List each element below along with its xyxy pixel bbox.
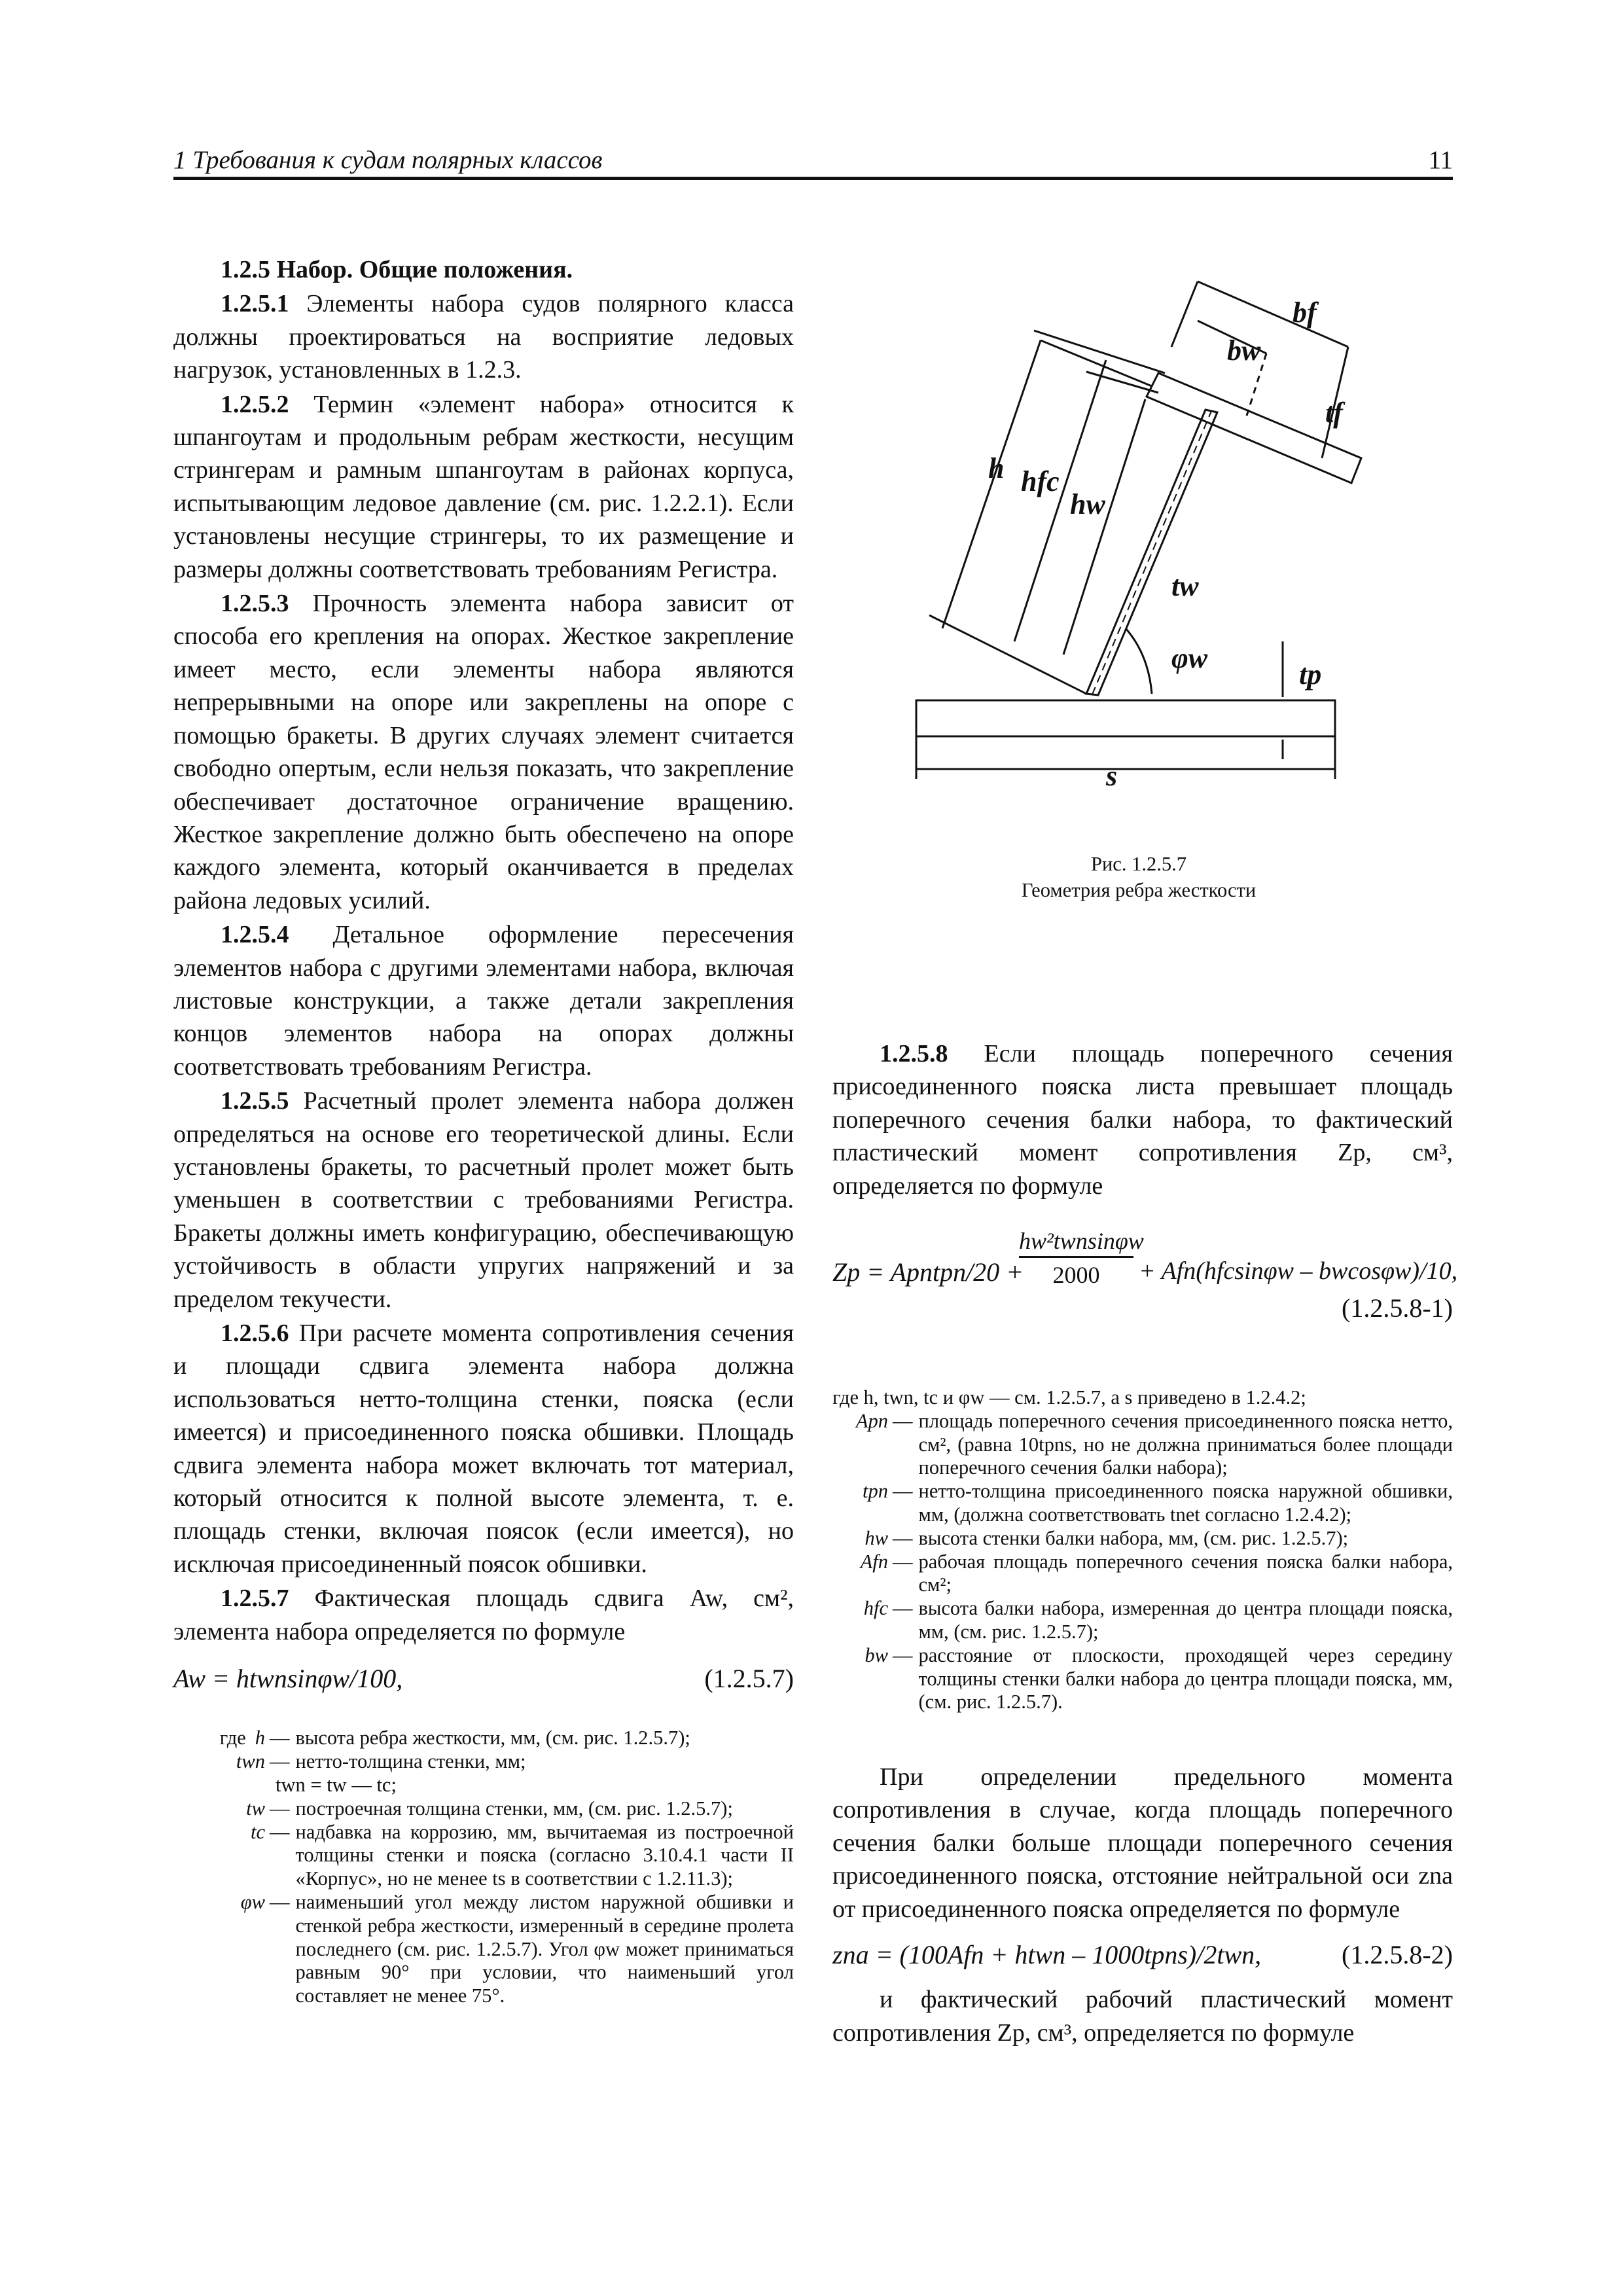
paragraph-text: Термин «элемент набора» относится к шпангоутам и продольным ребрам жесткости, несущим стрингерам и рамным шпангоутам в районах корпуса, испытывающим ледовое давление (см. рис. 1.2.2.1). Если установлены несущие стрингеры, то их размещение и размеры должны соответствовать требованиям Регистра.	[173, 390, 794, 583]
paragraph	[173, 1582, 794, 1648]
label-phiw: φw	[1171, 642, 1208, 674]
paragraph-text: Если площадь поперечного сечения присоединенного пояска листа превышает площадь поперечного сечения балки набора, то фактический пластический момент сопротивления Zp, см³, определяется по формуле	[832, 1040, 1453, 1200]
definition-item	[173, 1797, 794, 1821]
formula-number: (1.2.5.7)	[704, 1664, 794, 1694]
where-line: где h, twn, tc и φw — см. 1.2.5.7, а s приведено в 1.2.4.2;	[832, 1386, 1306, 1408]
definition-item	[173, 1821, 794, 1891]
definition-dash: —	[893, 1409, 913, 1432]
paragraph	[173, 1317, 794, 1581]
formula-1-2-5-8-2	[832, 1939, 1453, 1971]
definition-text: нетто-толщина стенки, мм;	[295, 1750, 526, 1773]
paragraph-number: 1.2.5.1	[221, 290, 289, 318]
figure-caption	[890, 851, 1387, 903]
definition-text: площадь поперечного сечения присоединенного пояска нетто, см², (равна 10tpns, но не должна приниматься более площади поперечного сечения балки набора);	[918, 1409, 1453, 1479]
definition-item	[832, 1597, 1453, 1644]
paragraph	[173, 918, 794, 1083]
right-column	[832, 1037, 1453, 1204]
definition-text: построечная толщина стенки, мм, (см. рис. 1.2.5.7);	[295, 1797, 733, 1820]
paragraph-text: Детальное оформление пересечения элементов набора с другими элементами набора, включая листовые конструкции, а также детали закрепления концов элементов набора на опорах должны соответствовать требованиям Регистра.	[173, 921, 794, 1081]
definition-text: расстояние от плоскости, проходящей через середину толщины стенки балки набора до центра площади пояска, мм, (см. рис. 1.2.5.7).	[918, 1643, 1453, 1713]
definition-symbol-cell	[173, 1727, 265, 1750]
page-number: 11	[1428, 146, 1453, 174]
definition-text: нетто-толщина присоединенного пояска наружной обшивки, мм, (должна соответствовать tnet согласно 1.2.4.2);	[918, 1480, 1453, 1526]
formula-rhs: + Afn(hfcsinφw – bwcosφw)/10,	[1139, 1257, 1458, 1285]
left-definitions	[173, 1727, 794, 2008]
label-tf: tf	[1325, 397, 1343, 429]
definition-dash: —	[893, 1480, 913, 1503]
definition-symbol: Afn	[860, 1550, 888, 1573]
label-hfc: hfc	[1021, 465, 1060, 497]
paragraph-plastic-moment: и фактический рабочий пластический момент сопротивления Zp, см³, определяется по формуле	[832, 1986, 1453, 2047]
definition-text: наименьший угол между листом наружной обшивки и стенкой ребра жесткости, измеренный в середине пролета последнего (см. рис. 1.2.5.7). Угол φw может приниматься равным 90° при условии, что наименьший угол составляет не менее 75°.	[295, 1891, 794, 2007]
definition-dash: —	[893, 1643, 913, 1666]
definition-item	[832, 1551, 1453, 1598]
formula-numerator: hw²twnsinφw	[1019, 1227, 1133, 1258]
definition-item	[832, 1644, 1453, 1714]
right-column-lower	[832, 1761, 1453, 2051]
definition-item	[173, 1774, 794, 1797]
paragraph-number: 1.2.5.4	[221, 921, 289, 949]
label-bw: bw	[1227, 334, 1261, 367]
definition-symbol: bw	[865, 1643, 888, 1666]
definition-text: высота ребра жесткости, мм, (см. рис. 1.2.5.7);	[295, 1727, 690, 1749]
paragraph-number: 1.2.5.7	[221, 1585, 289, 1613]
definition-dash: —	[270, 1891, 290, 1914]
definition-dash: —	[270, 1750, 290, 1773]
paragraph-text: Расчетный пролет элемента набора должен определяться на основе его теоретической длины. Если установлены бракеты, то расчетный пролет может быть уменьшен в соответствии с требованиями Регистра. Бракеты должны иметь конфигурацию, обеспечивающую устойчивость в области упругих напряжений и за пределом текучести.	[173, 1087, 794, 1313]
definition-dash: —	[893, 1597, 913, 1620]
definition-dash: —	[270, 1797, 290, 1820]
paragraph-number: 1.2.5.6	[221, 1319, 289, 1347]
paragraph-text: Элементы набора судов полярного класса должны проектироваться на восприятие ледовых нагрузок, установленных в 1.2.3.	[173, 290, 794, 384]
paragraph	[173, 287, 794, 386]
definition-symbol: twn	[236, 1750, 265, 1773]
definition-item	[832, 1480, 1453, 1527]
definition-symbol: φw	[240, 1891, 265, 1914]
paragraph-number: 1.2.5.5	[221, 1087, 289, 1115]
caption-number: Рис. 1.2.5.7	[1091, 853, 1186, 875]
stiffener-geometry-figure	[890, 262, 1387, 818]
definition-symbol: h	[255, 1727, 265, 1749]
formula-1-2-5-8-1	[832, 1227, 1458, 1325]
definition-symbol: tc	[250, 1820, 265, 1843]
label-tp: tp	[1299, 658, 1322, 691]
label-tw: tw	[1171, 570, 1199, 602]
formula-number: (1.2.5.8-1)	[1342, 1293, 1453, 1323]
page-header	[173, 143, 1453, 180]
left-paragraphs	[173, 287, 794, 1648]
paragraph-text: Прочность элемента набора зависит от способа его крепления на опорах. Жесткое закрепление имеет место, если элементы набора являются непрерывными на опоре или закреплены на опоре с помощью бракеты. В других случаях элемент считается свободно опертым, если нельзя показать, что закрепление обеспечивает достаточное ограничение вращению. Жесткое закрепление должно быть обеспечено на опоре каждого элемента, который оканчивается в пределах района ледовых усилий.	[173, 590, 794, 914]
definition-item	[173, 1891, 794, 2008]
label-hw: hw	[1070, 488, 1105, 520]
paragraph	[173, 587, 794, 917]
definition-symbol: tpn	[863, 1480, 888, 1503]
label-bf: bf	[1293, 296, 1317, 329]
paragraph-number: 1.2.5.2	[221, 390, 289, 418]
formula-lhs: Zp = Apntpn/20 +	[832, 1257, 1024, 1287]
definition-text: рабочая площадь поперечного сечения пояска балки набора, см²;	[918, 1550, 1453, 1596]
formula-expression: Aw = htwnsinφw/100,	[173, 1664, 403, 1694]
formula-expression: zna = (100Afn + htwn – 1000tpns)/2twn,	[832, 1940, 1262, 1970]
paragraph-limit-moment: При определении предельного момента сопротивления в случае, когда площадь поперечного сечения балки больше площади поперечного сечения присоединенного пояска, отстояние нейтральной оси zna от присоединенного пояска определяется по формуле	[832, 1763, 1453, 1923]
definition-dash: —	[270, 1820, 290, 1843]
definition-item	[832, 1527, 1453, 1551]
formula-1-2-5-7	[173, 1662, 794, 1695]
caption-title: Геометрия ребра жесткости	[1021, 879, 1257, 901]
plate-shape	[916, 700, 1335, 736]
definition-item	[173, 1727, 794, 1750]
definition-dash: —	[893, 1550, 913, 1573]
definition-symbol: Apn	[855, 1409, 888, 1432]
paragraph-number: 1.2.5.3	[221, 590, 289, 618]
definition-symbol: hw	[865, 1526, 888, 1549]
paragraph-text: Фактическая площадь сдвига Aw, см², элемента набора определяется по формуле	[173, 1585, 794, 1645]
label-h: h	[988, 452, 1005, 484]
formula-number: (1.2.5.8-2)	[1342, 1940, 1453, 1970]
definition-text: высота стенки балки набора, мм, (см. рис. 1.2.5.7);	[918, 1526, 1349, 1549]
definition-dash: —	[270, 1727, 290, 1749]
definition-text: twn = tw — tc;	[276, 1774, 397, 1797]
definition-symbol: tw	[246, 1797, 265, 1820]
paragraph	[173, 1085, 794, 1316]
label-s: s	[1106, 760, 1118, 792]
definition-item	[173, 1750, 794, 1774]
definition-text: надбавка на коррозию, мм, вычитаемая из построечной толщины стенки и пояска (согласно 3.10.4.1 части II «Корпус», но не менее ts в соответствии с 1.2.11.3);	[295, 1820, 794, 1890]
paragraph	[173, 388, 794, 586]
definition-symbol: hfc	[863, 1597, 888, 1620]
definition-dash: —	[893, 1526, 913, 1549]
right-definitions	[832, 1386, 1453, 1714]
left-column	[173, 253, 794, 2008]
formula-denominator: 2000	[1052, 1262, 1100, 1288]
where-word: где	[219, 1727, 246, 1749]
definition-text: высота балки набора, измеренная до центра площади пояска, мм, (см. рис. 1.2.5.7);	[918, 1597, 1453, 1643]
definition-item	[832, 1410, 1453, 1480]
running-title: 1 Требования к судам полярных классов	[173, 146, 603, 174]
paragraph-1-2-5-8	[832, 1037, 1453, 1202]
section-title: 1.2.5 Набор. Общие положения.	[221, 256, 573, 283]
paragraph-text: При расчете момента сопротивления сечения и площади сдвига элемента набора должна использоваться нетто-толщина стенки, пояска (если имеется) и присоединенного пояска обшивки. Площадь сдвига элемента набора может включать тот материал, который относится к полной высоте элемента, т. е. площадь стенки, включая поясок (если имеется), но исключая присоединенный поясок обшивки.	[173, 1319, 794, 1578]
paragraph-number: 1.2.5.8	[880, 1040, 948, 1067]
